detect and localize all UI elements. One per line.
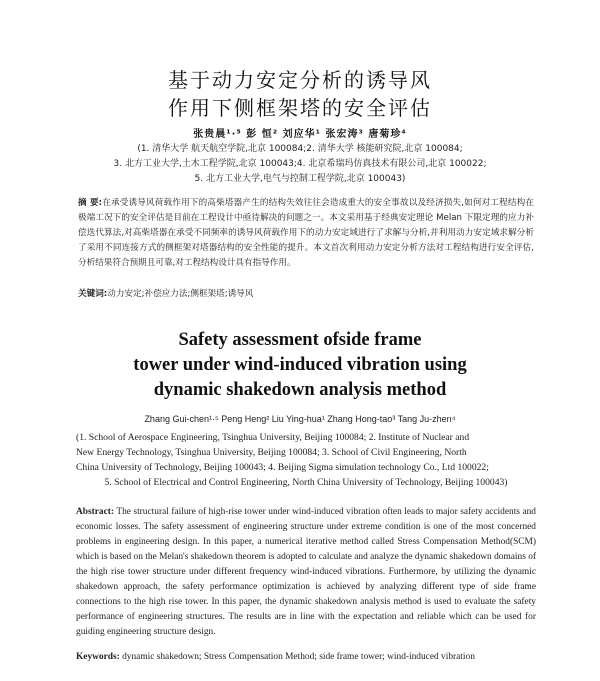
english-title-line-3: dynamic shakedown analysis method — [153, 380, 447, 400]
chinese-abstract-label: 摘 要: — [78, 198, 103, 208]
english-affiliation-line-3: China University of Technology, Beijing 100043; 4. Beijing Sigma simulation technology Co., Ltd 100022; — [76, 462, 489, 473]
chinese-title-line-1: 基于动力安定分析的诱导风 — [168, 68, 432, 92]
chinese-affiliation-line-1: (1. 清华大学 航天航空学院,北京 100084;2. 清华大学 核能研究院,北京 100084; — [137, 144, 463, 154]
chinese-authors: 张贵晨¹·⁵ 彭 恒² 刘应华¹ 张宏涛³ 唐菊珍⁴ — [193, 129, 407, 140]
english-affiliation-line-4: 5. School of Electrical and Control Engineering, North China University of Technology, Beijing 100043) — [104, 477, 508, 488]
chinese-keywords-label: 关键词: — [78, 289, 108, 299]
english-abstract-text: The structural failure of high-rise tower under wind-induced vibration often leads to major safety accidents and economic losses. The safety assessment of engineering structure under extreme condition is one of the most concerned problems in engineering design. In this paper, a numerical iterative method called Stress Compensation Method(SCM) which is based on the Melan's shakedown theorem is adopted to calculate and analyze the dynamic shakedown domains of the high rise tower structure under different frequency wind-induced vibrations. Furthermore, by utilizing the dynamic shakedown approach, the safety performance optimization is achieved by analyzing different type of side frame connections to the high rise tower. In this paper, the dynamic shakedown analysis method is used to evaluate the safety performance of engineering structures. The results are in line with the expectation and reliable which can be used for guiding engineering structure design. — [76, 507, 536, 637]
chinese-title-line-2: 作用下侧框架塔的安全评估 — [168, 96, 432, 120]
english-title-line-1: Safety assessment ofside frame — [178, 330, 422, 350]
english-keywords-text: dynamic shakedown; Stress Compensation Method; side frame tower; wind-induced vibration — [122, 652, 475, 662]
chinese-keywords — [78, 287, 534, 302]
english-keywords-label: Keywords: — [76, 652, 120, 662]
chinese-abstract-text: 在承受诱导风荷载作用下的高柴塔器产生的结构失效往往会造成重大的安全事故以及经济损失,如何对工程结构在极端工况下的安全评估是目前在工程设计中亟待解决的问题之一。本文采用基于经典安定理论 Melan 下限定理的应力补偿迭代算法,对高柴塔器在承受不同频率的诱导风荷载作用下的动力安定域进行了求解与分析,并利用动力安定域求解分析了采用不同连接方式的侧框架对塔器结构的安全性能的提升。本文首次利用动力安定分析方法对工程结构进行安全评估,分析结果符合预期且可靠,对工程结构设计具有指导作用。 — [78, 198, 535, 268]
english-title-line-2: tower under wind-induced vibration using — [133, 355, 467, 375]
chinese-keywords-text: 动力安定;补偿应力法;侧框架塔;诱导风 — [107, 289, 254, 299]
chinese-affiliation-line-3: 5. 北方工业大学,电气与控制工程学院,北京 100043) — [194, 174, 406, 184]
english-affiliation-line-1: (1. School of Aerospace Engineering, Tsinghua University, Beijing 100084; 2. Institute of Nuclear and — [76, 432, 470, 443]
english-affiliations — [76, 430, 536, 490]
chinese-affiliation-line-2: 3. 北方工业大学,土木工程学院,北京 100043;4. 北京希瑞玛仿真技术有限公司,北京 100022; — [113, 159, 487, 169]
english-keywords — [76, 650, 536, 665]
english-abstract-label: Abstract: — [76, 507, 115, 517]
english-authors: Zhang Gui-chen¹·⁵ Peng Heng² Liu Ying-hua¹ Zhang Hong-tao³ Tang Ju-zhen⁴ — [144, 414, 456, 424]
english-affiliation-line-2: New Energy Technology, Tsinghua University, Beijing 100084; 3. School of Civil Engineering, North — [76, 447, 467, 458]
chinese-abstract — [78, 196, 534, 271]
english-abstract — [76, 505, 536, 640]
